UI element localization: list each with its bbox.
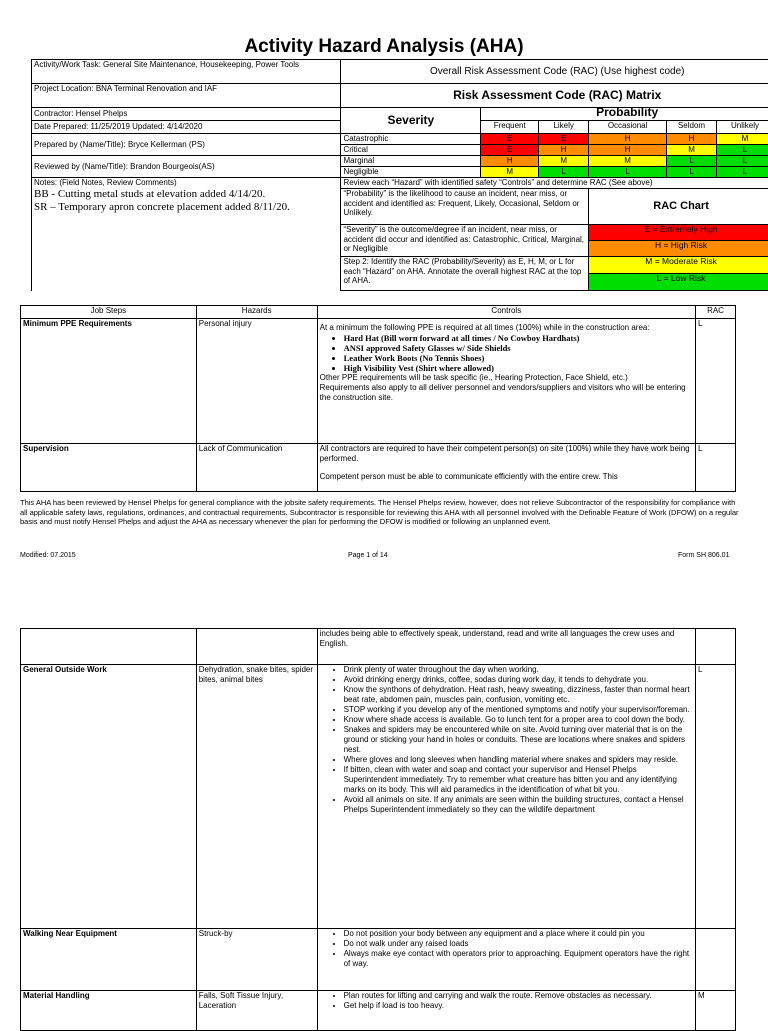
legend-stack	[589, 257, 768, 291]
hazard: Falls, Soft Tissue Injury, Laceration	[196, 991, 317, 1031]
rac-value: L	[696, 444, 736, 492]
legend-m: M = Moderate Risk	[589, 257, 768, 274]
severity-row: Critical	[341, 145, 481, 156]
list-item: • Avoid all animals on site. If any animals are seen within the building structures, contact a Hensel Phelps Superintendent immediately so they can the wildlife department	[344, 795, 693, 815]
notes-label: Notes: (Field Notes, Review Comments)	[34, 178, 177, 187]
list-item: • Do not walk under any raised loads	[344, 939, 693, 949]
rac-cell: E	[481, 145, 539, 156]
rac-cell: M	[481, 167, 539, 178]
prob-col: Occasional	[589, 121, 667, 134]
rac-cell: E	[539, 134, 589, 145]
severity-row: Catastrophic	[341, 134, 481, 145]
list-item: • Snakes and spiders may be encountered while on site. Avoid turning over material that is on the ground or sticking your hand in holes or conduits. These are locations where snakes and spiders nest.	[344, 725, 693, 755]
rac-value	[696, 929, 736, 991]
list-item: • ANSI approved Safety Glasses w/ Side Shields	[344, 343, 693, 353]
job-step: General Outside Work	[21, 665, 197, 929]
rac-cell: E	[481, 134, 539, 145]
reviewed-cell: Reviewed by (Name/Title): Brandon Bourgeois(AS)	[32, 156, 341, 178]
rac-value: L	[696, 665, 736, 929]
rac-cell: L	[717, 145, 768, 156]
note-line: SR – Temporary apron concrete placement added 8/11/20.	[34, 200, 290, 213]
note-line: BB - Cutting metal studs at elevation added 4/14/20.	[34, 187, 266, 200]
legend-l: L = Low Risk	[589, 274, 768, 290]
matrix-title: Risk Assessment Code (RAC) Matrix	[341, 84, 768, 108]
empty-cell	[696, 629, 736, 665]
empty-cell	[196, 629, 317, 665]
list-item: • Know where shade access is available. Go to lunch tent for a proper area to cool down the body.	[344, 715, 693, 725]
rac-cell: H	[481, 156, 539, 167]
page-title: Activity Hazard Analysis (AHA)	[244, 36, 524, 57]
notes-cell	[32, 178, 341, 291]
list-item: • STOP working if you develop any of the mentioned symptoms and notify your supervisor/foreman.	[344, 705, 693, 715]
form-number: Form SH 806.01	[678, 552, 730, 559]
ppe-requirements: Requirements also apply to all deliver personnel and vendors/suppliers and visitors who will be entering the construction site.	[319, 383, 686, 402]
supervision-text: Competent person must be able to communicate efficiently with the entire crew. This	[319, 472, 618, 481]
severity-row: Negligible	[341, 167, 481, 178]
ppe-intro: At a minimum the following PPE is required at all times (100%) while in the construction area:	[319, 323, 650, 332]
rac-cell: H	[589, 134, 667, 145]
project-cell: Project Location: BNA Terminal Renovation and IAF	[32, 84, 341, 108]
rac-value: L	[696, 319, 736, 444]
list-item: • Get help if load is too heavy.	[344, 1001, 693, 1011]
rac-cell: M	[589, 156, 667, 167]
ppe-list	[320, 333, 693, 373]
col-controls: Controls	[317, 306, 695, 319]
rac-cell: M	[539, 156, 589, 167]
list-item: • Where gloves and long sleeves when handling material where snakes and spiders may reside.	[344, 755, 693, 765]
list-item: • If bitten, clean with water and soap and contact your supervisor and Hensel Phelps Superintendent immediately. Try to remember what creature has bitten you and any identifying marks on its body. This will aid paramedics in the identification of what bit you.	[344, 765, 693, 795]
review-instruction: Review each “Hazard” with identified safety “Controls” and determine RAC (See above)	[341, 178, 768, 189]
hazard: Dehydration, snake bites, spider bites, animal bites	[196, 665, 317, 929]
material-list	[320, 991, 693, 1011]
prob-col: Likely	[539, 121, 589, 134]
controls	[317, 444, 695, 492]
list-item: • Always make eye contact with operators prior to approaching. Equipment operators have the right of way.	[344, 949, 693, 969]
probability-heading: Probability	[481, 108, 768, 121]
hazard: Personal injury	[196, 319, 317, 444]
rac-chart-title: RAC Chart	[589, 189, 768, 225]
rac-cell: H	[589, 145, 667, 156]
list-item: • Know the synthons of dehydration. Heat rash, heavy sweating, dizziness, faster than normal heart beat rate, abdomen pain, muscles pain, confusion, vomiting etc.	[344, 685, 693, 705]
modified-date: Modified: 07.2015	[20, 552, 76, 559]
job-step: Minimum PPE Requirements	[21, 319, 197, 444]
rac-cell: L	[589, 167, 667, 178]
walking-list	[320, 929, 693, 969]
header-table	[31, 59, 768, 291]
severity-heading: Severity	[341, 108, 481, 134]
hazard-table-page1	[20, 305, 736, 492]
rac-cell: L	[539, 167, 589, 178]
rac-cell: L	[717, 156, 768, 167]
job-step: Material Handling	[21, 991, 197, 1031]
step2-instruction: Step 2: Identify the RAC (Probability/Severity) as E, H, M, or L for each “Hazard” on AHA. Annotate the overall highest RAC at the top of AHA.	[341, 257, 589, 291]
hazard: Struck-by	[196, 929, 317, 991]
col-job-steps: Job Steps	[21, 306, 197, 319]
rac-cell: H	[539, 145, 589, 156]
page-number: Page 1 of 14	[348, 552, 388, 559]
job-step: Supervision	[21, 444, 197, 492]
list-item: • Hard Hat (Bill worn forward at all times / No Cowboy Hardhats)	[344, 333, 693, 343]
empty-cell	[21, 629, 197, 665]
list-item: • Do not position your body between any equipment and a place where it could pin you	[344, 929, 693, 939]
prob-col: Unlikely	[717, 121, 768, 134]
controls	[317, 991, 695, 1031]
list-item: • Drink plenty of water throughout the day when working.	[344, 665, 693, 675]
severity-row: Marginal	[341, 156, 481, 167]
probability-definition: “Probability” is the likelihood to cause an incident, near miss, or accident and identified as: Frequent, Likely, Occasional, Seldom or Unlikely.	[341, 189, 589, 225]
severity-definition: “Severity” is the outcome/degree if an incident, near miss, or accident did occur and identified as: Catastrophic, Critical, Marginal, or Negligible	[341, 225, 589, 257]
date-cell: Date Prepared: 11/25/2019 Updated: 4/14/2020	[32, 121, 341, 134]
rac-cell: L	[667, 167, 717, 178]
job-step: Walking Near Equipment	[21, 929, 197, 991]
supervision-text: All contractors are required to have their competent person(s) on site (100%) while they have work being performed.	[319, 444, 690, 463]
hazard: Lack of Communication	[196, 444, 317, 492]
rac-cell: L	[667, 156, 717, 167]
list-item: • Avoid drinking energy drinks, coffee, sodas during work day, it tends to dehydrate you.	[344, 675, 693, 685]
continued-text: includes being able to effectively speak, understand, read and write all languages the crew uses and English.	[317, 629, 695, 665]
overall-rac: Overall Risk Assessment Code (RAC) (Use highest code)	[341, 60, 768, 84]
prob-col: Seldom	[667, 121, 717, 134]
col-hazards: Hazards	[196, 306, 317, 319]
rac-cell: L	[717, 167, 768, 178]
list-item: • Plan routes for lifting and carrying and walk the route. Remove obstacles as necessary.	[344, 991, 693, 1001]
legend-h: H = High Risk	[589, 241, 768, 257]
hazard-table-page2	[20, 628, 736, 1031]
rac-value: M	[696, 991, 736, 1031]
list-item: • Leather Work Boots (No Tennis Shoes)	[344, 353, 693, 363]
list-item: • High Visibility Vest (Shirt where allowed)	[344, 363, 693, 373]
activity-cell: Activity/Work Task: General Site Maintenance, Housekeeping, Power Tools	[32, 60, 341, 84]
contractor-cell: Contractor: Hensel Phelps	[32, 108, 341, 121]
controls	[317, 929, 695, 991]
prepared-cell: Prepared by (Name/Title): Bryce Kellerman (PS)	[32, 134, 341, 156]
disclaimer: This AHA has been reviewed by Hensel Phelps for general compliance with the jobsite safety requirements. The Hensel Phelps review, however, does not relieve Subcontractor of the responsibility for compliance with all applicable safety laws, regulations, ordinances, and contractual requirements. Subcontractor is responsible for reviewing this AHA with all personnel involved with the Definable Feature of Work (DFOW) on a regular basis and must notify Hensel Phelps and adjust the AHA as necessary whenever the plan for performing the DFOW is modified or following an unplanned event.	[20, 498, 739, 526]
prob-col: Frequent	[481, 121, 539, 134]
legend-e: E = Extremely High	[589, 225, 768, 241]
rac-cell: M	[717, 134, 768, 145]
controls	[317, 665, 695, 929]
rac-cell: H	[667, 134, 717, 145]
col-rac: RAC	[696, 306, 736, 319]
rac-cell: M	[667, 145, 717, 156]
outside-list	[320, 665, 693, 815]
ppe-other: Other PPE requirements will be task specific (ie., Hearing Protection, Face Shield, etc.)	[319, 373, 628, 382]
controls	[317, 319, 695, 444]
